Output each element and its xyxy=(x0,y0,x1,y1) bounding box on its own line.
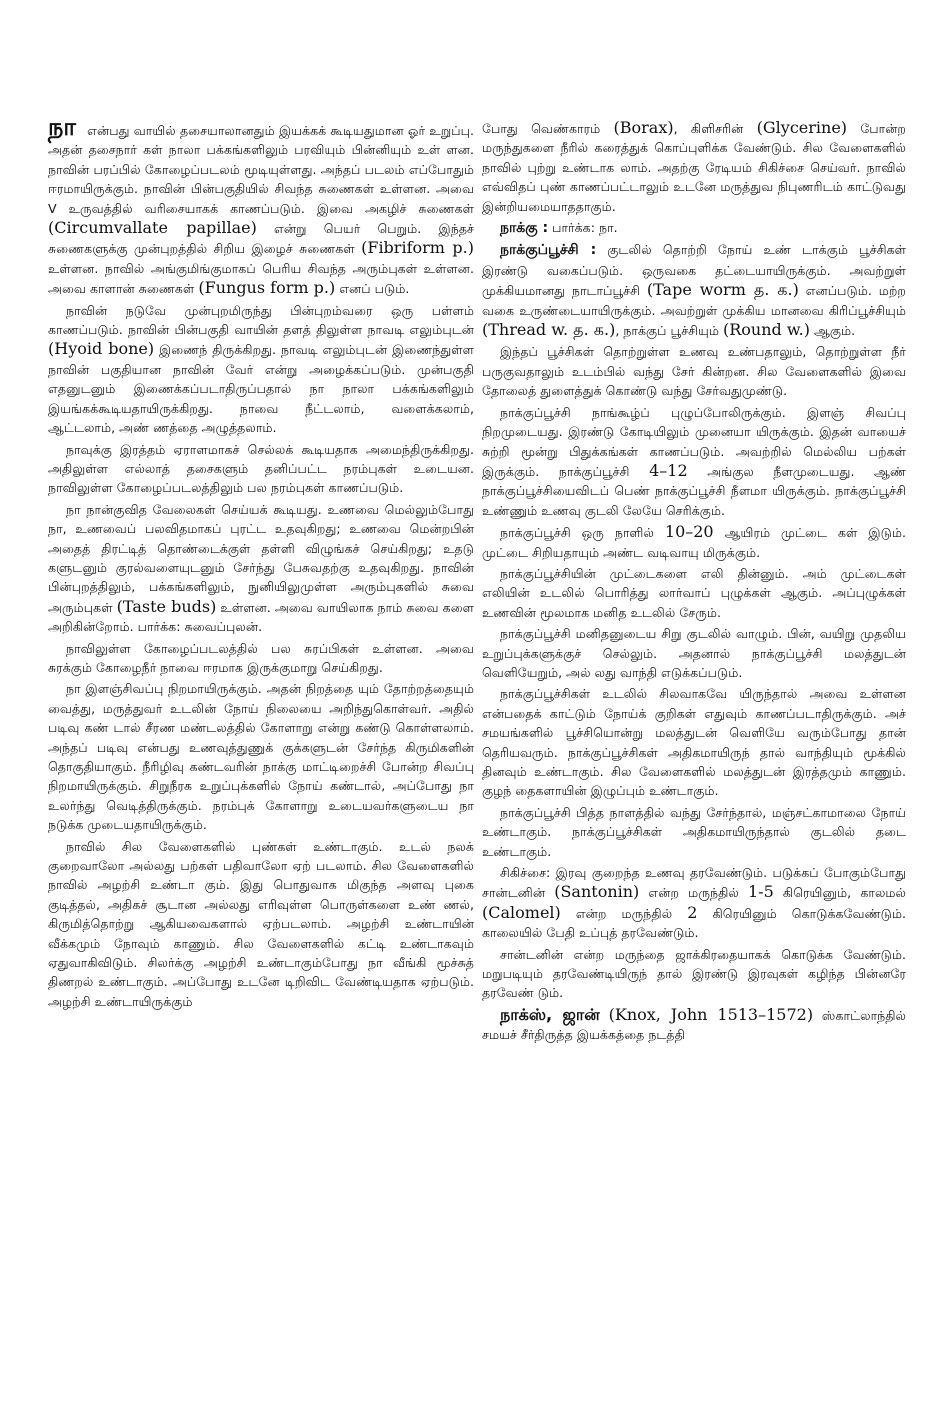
text-run: போன்ற மருந்துகளை நீரில் கரைத்துக் கொப்புளிக்க வேண்டும். சில வேளைகளில் நாவில் புற்று உண்டாக லாம். அதற்கு ரேடியம் சிகிச்சை செய்வர். நாவில் எவ்விதப் புண் காணப்பட்டாலும் உடனே மருத்துவ நிபுணரிடம் காட்டுவது இன்றியமையாததாகும். xyxy=(482,121,906,214)
text-run: நாக்குப்பூச்சி ஒரு நாளில் xyxy=(500,525,665,541)
paragraph xyxy=(482,403,906,520)
treatment-paragraph xyxy=(482,863,906,943)
text-run: , நாக்குப் பூச்சியும் xyxy=(615,323,723,339)
left-column xyxy=(48,113,474,1047)
paragraph xyxy=(48,500,474,637)
entry-knox xyxy=(482,1005,906,1045)
paragraph xyxy=(482,118,906,216)
latin-term: (Knox, John 1513–1572) xyxy=(608,1004,814,1024)
paragraph: நா இளஞ்சிவப்பு நிறமாயிருக்கும். அதன் நிறத்தை யும் தோற்றத்தையும் வைத்து, மருத்துவர் உடலின் நோய் நிலையை அறிந்துகொள்வர். அதில் படிவு கண் டால் சீரண மண்டலத்தில் கோளாறு என்று கண்டு கொள்ளலாம். அந்தப் படிவு என்பது உணவுத்துணுக் குக்களுடன் சேர்ந்த கிருமிகளின் தொகுதியாகும். நீரிழிவு கண்டவரின் நாக்கு மாட்டிறைச்சி போன்ற சிவப்பு நிறமாயிருக்கும். சிறுநீரக உறுப்புக்களில் நோய் கண்டால், அப்போது நா உலர்ந்து வெடித்திருக்கும். நரம்புக் கோளாறு உடையவர்களுடைய நா நடுக்க முடையதாயிருக்கும். xyxy=(48,681,474,833)
text-run: ஆயிரம் முட்டை கள் இடும். முட்டை சிறியதாயும் அண்ட வடிவாயு மிருக்கும். xyxy=(482,525,907,560)
entry-na-intro xyxy=(48,113,474,299)
text-run: உள்ளன. நாவில் அங்குமிங்குமாகப் பெரிய சிவந்த அரும்புகள் உள்ளன. அவை காளான் சுணைகள் xyxy=(48,260,474,297)
number: 2 xyxy=(687,902,698,922)
text-run: எனப்படும். மற்ற வகை உருண்டையாயிருக்கும். அவற்றுள் முக்கிய மானவை கிரிப்பூச்சியும் xyxy=(482,283,907,318)
paragraph: நாவுக்கு இரத்தம் ஏராளமாகச் செல்லக் கூடியதாக அமைந்திருக்கிறது. அதிலுள்ள எல்லாத் தசைகளும் தனிப்பட்ட நரம்புகள் உடையன. நாவிலுள்ள கோழைப்படலத்திலும் பல நரம்புகள் காணப்படும். xyxy=(48,441,474,496)
text-run: உள்ளன. அவை வாயிலாக நாம் சுவை களை அறிகின்றோம். பார்க்க: சுவைப்புலன். xyxy=(48,599,474,635)
headword: நாக்ஸ், ஜான் xyxy=(500,1004,600,1024)
text-run: கிரெயினும் கொடுக்கவேண்டும். காலையில் பேதி உப்புத் தரவேண்டும். xyxy=(482,905,906,941)
text-run: போது வெண்காரம் xyxy=(482,121,614,136)
text-run: நா நான்குவித வேலைகள் செய்யக் கூடியது. உணவை மெல்லும்போது நா, உணவைப் பலவிதமாகப் புரட்ட உதவுகிறது; உணவை மென்றபின் அதைத் திரட்டித் தொண்டைக்குள் தள்ளி விழுங்கச் செய்கிறது; உதடு களுடனும் குரல்வளையுடனும் சேர்ந்து பேசுவதற்கு உதவுகிறது. நாவின் பின்புறத்திலும், பக்கங்களிலும், நுனியிலுமுள்ள அரும்புகளில் சுவை அரும்புகள் xyxy=(48,501,474,615)
latin-term: (Circumvallate papillae) xyxy=(48,218,257,238)
paragraph: சான்டனின் என்ற மருந்தை ஜாக்கிரதையாகக் கொடுக்க வேண்டும். மறுபடியும் தரவேண்டியிருந் தால் இரண்டு இரவுகள் கழிந்த பின்னரே தரவேண் டும். xyxy=(482,946,906,1001)
text-run: அங்குல நீளமுடையது. ஆண் நாக்குப்பூச்சியைவிடப் பெண் நாக்குப்பூச்சி நீளமா யிருக்கும். நாக்குப்பூச்சி உண்ணும் உணவு குடலி லேயே செரிக்கும். xyxy=(482,463,907,518)
headword: நாக்கு : xyxy=(500,220,549,237)
latin-term: (Santonin) xyxy=(554,882,640,902)
text-run: குடலில் தொற்றி நோய் உண் டாக்கும் பூச்சிகள் இரண்டு வகைப்படும். ஒருவகை தட்டையாயிருக்கும். அவற்றுள் முக்கியமானது நாடாப்பூச்சி xyxy=(482,242,906,299)
text-run: இணைந் திருக்கிறது. நாவடி எலும்புடன் இணைந்துள்ள நாவின் பகுதியான நாவின் வேர் என்று அழைக்கப்படும். முன்பகுதி எதனுடனும் இணைக்கப்படாதிருப்பதால் நா நாலா பக்கங்களிலும் இயங்கக்கூடியதாயிருக்கிறது. நாவை நீட்டலாம், வளைக்கலாம், ஆட்டலாம், அண் ணத்தை அழுத்தலாம். xyxy=(48,342,474,436)
text-run: கிரெயினும், காலமல் xyxy=(773,885,907,901)
cross-reference xyxy=(482,218,906,238)
latin-term: (Thread w. த. க.) xyxy=(482,320,616,340)
latin-term: (Borax) xyxy=(613,118,674,137)
text-run: நாவின் நடுவே முன்புறமிருந்து பின்புறம்வரை ஒரு பள்ளம் காணப்படும். நாவின் பின்பகுதி வாயின் தளத் திலுள்ள நாவடி எலும்புடன் xyxy=(48,302,474,338)
paragraph xyxy=(482,522,906,562)
text-run: என்ற மருந்தில் xyxy=(639,885,748,901)
paragraph: நாக்குப்பூச்சியின் முட்டைகளை எலி தின்னும். அம் முட்டைகள் எலியின் உடலில் பொரித்து லார்வாப் புழுக்கள் ஆகும். அப்புழுக்கள் உணவின் மூலமாக மனித உடலில் சேரும். xyxy=(482,565,906,620)
number: 1-5 xyxy=(747,882,774,902)
number: 4–12 xyxy=(649,460,688,480)
right-column xyxy=(482,118,906,1047)
paragraph: நாக்குப்பூச்சி மனிதனுடைய சிறு குடலில் வாழும். பின், வயிறு முதலிய உறுப்புக்களுக்குச் செல்லும். அதனால் நாக்குப்பூச்சி மலத்துடன் வெளியேறும், அல் லது வாந்தி எடுக்கப்படும். xyxy=(482,626,906,680)
paragraph: இந்தப் பூச்சிகள் தொற்றுள்ள உணவு உண்பதாலும், தொற்றுள்ள நீர் பருகுவதாலும் உடம்பில் வந்து சேர் கின்றன. சில வேளைகளில் இவை தோலைத் துளைத்துக் கொண்டு வந்து சேர்வதுமுண்டு. xyxy=(482,344,906,399)
text-run: என்று பெயர் பெறும். இந்தச் சுணைகளுக்கு முன்புறத்தில் சிறிய இழைச் சுணைகள் xyxy=(48,221,474,257)
text-run: நாக்குப்பூச்சி நாங்கூழ்ப் புழுப்போலிருக்கும். இளஞ் சிவப்பு நிறமுடையது. இரண்டு கோடியிலும் முனையா யிருக்கும். இதன் வாயைச் சுற்றி மூன்று பிதுக்கங்கள் காணப்படும். அவற்றில் மெல்லிய பற்கள் இருக்கும். நாக்குப்பூச்சி xyxy=(482,404,906,479)
latin-term: (Fibriform p.) xyxy=(361,238,474,258)
paragraph: நாவிலுள்ள கோழைப்படலத்தில் பல சுரப்பிகள் உள்ளன. அவை சுரக்கும் கோழைநீர் நாவை ஈரமாக இருக்குமாறு செய்கிறது. xyxy=(48,640,474,675)
text-run: என்ற மருந்தில் xyxy=(560,905,688,921)
text-run: சிகிச்சை: இரவு குறைந்த உணவு தரவேண்டும். படுக்கப் போகும்போது சான்டனின் xyxy=(482,865,906,901)
paragraph: நாக்குப்பூச்சிகள் உடலில் சிலவாகவே யிருந்தால் அவை உள்ளன என்பதைக் காட்டும் நோய்க் குறிகள் எதுவும் காணப்படாதிருக்கும். அச் சமயங்களில் பூச்சியொன்று மலத்துடன் வெளியே வரும்போது தான் தெரியவரும். நாக்குப்பூச்சிகள் அதிகமாயிருந் தால் வாந்தியும் மூக்கில் தினவும் உண்டாகும். சில வேளைகளில் மலத்துடன் இரத்தமும் காணும். குழந் தைகளாயின் இழுப்பும் உண்டாகும். xyxy=(482,686,906,799)
headword: நாக்குப்பூச்சி : xyxy=(500,242,597,259)
paragraph: நாவில் சில வேளைகளில் புண்கள் உண்டாகும். உடல் நலக் குறைவாலோ அல்லது பற்கள் பதிவாலோ ஏற் படலாம். சில வேளைகளில் நாவில் அழற்சி உண்டா கும். இது பொதுவாக மிகுந்த அளவு புகை குடித்தல், அதிகச் சூடான அல்லது எரிவுள்ள பொருள்களை உண் ணல், கிருமித்தொற்று ஆகியவைகளால் ஏற்படலாம். அழற்சி உண்டாயின் வீக்கமும் நோவும் காணும். சில வேளைகளில் கட்டி உண்டாகவும் ஏதுவாகிவிடும். சிலர்க்கு அழற்சி உண்டாகும்போது நா வீங்கி மூச்சுத் திணறல் உண்டாகும். அப்போது உடனே டிறிவிட வேண்டியதாக ஏற்படும். அழற்சி உண்டாயிருக்கும் xyxy=(48,838,474,1009)
paragraph: நாக்குப்பூச்சி பித்த நாளத்தில் வந்து சேர்ந்தால், மஞ்சட்காமாலை நோய் உண்டாகும். நாக்குப்பூச்சிகள் அதிகமாயிருந்தால் குடலில் தடை உண்டாகும். xyxy=(482,804,906,859)
latin-term: (Glycerine) xyxy=(756,118,848,137)
text-run: பார்க்க: நா. xyxy=(548,220,618,236)
dropcap-headword: நா xyxy=(48,113,75,141)
latin-term: (Calomel) xyxy=(482,902,561,922)
number: 10–20 xyxy=(664,522,714,542)
latin-term: (Round w.) xyxy=(722,320,810,340)
text-run: ஸ்காட்லாந்தில் சமயச் சீர்திருத்த இயக்கத்தை நடத்தி xyxy=(482,1007,907,1043)
text-run: , கிளிசரின் xyxy=(673,121,757,136)
latin-term: (Taste buds) xyxy=(116,596,217,616)
text-run: ஆகும். xyxy=(809,323,856,339)
latin-term: (Hyoid bone) xyxy=(48,339,155,359)
paragraph xyxy=(48,301,474,438)
text-run: எனப் படும். xyxy=(335,281,410,297)
text-run: என்பது வாயில் தசையாலானதும் இயக்கக் கூடியதுமான ஓர் உறுப்பு. அதன் தசைநார் கள் நாலா பக்கங்களிலும் பரவியும் பின்னியும் உள் ளன. நாவின் பரப்பில் கோழைப்படலம் மூடியுள்ளது. அந்தப் படலம் எப்போதும் ஈரமாயிருக்கும். நாவின் பின்பகுதியில் சிவந்த சுணைகள் உள்ளன. அவை V உருவத்தில் வரிசையாகக் காணப்படும். இவை அகழிச் சுணைகள் xyxy=(48,123,474,216)
latin-term: (Fungus form p.) xyxy=(198,278,336,298)
entry-nakkuppoochi xyxy=(482,240,906,340)
latin-term: (Tape worm த. க.) xyxy=(646,280,799,300)
